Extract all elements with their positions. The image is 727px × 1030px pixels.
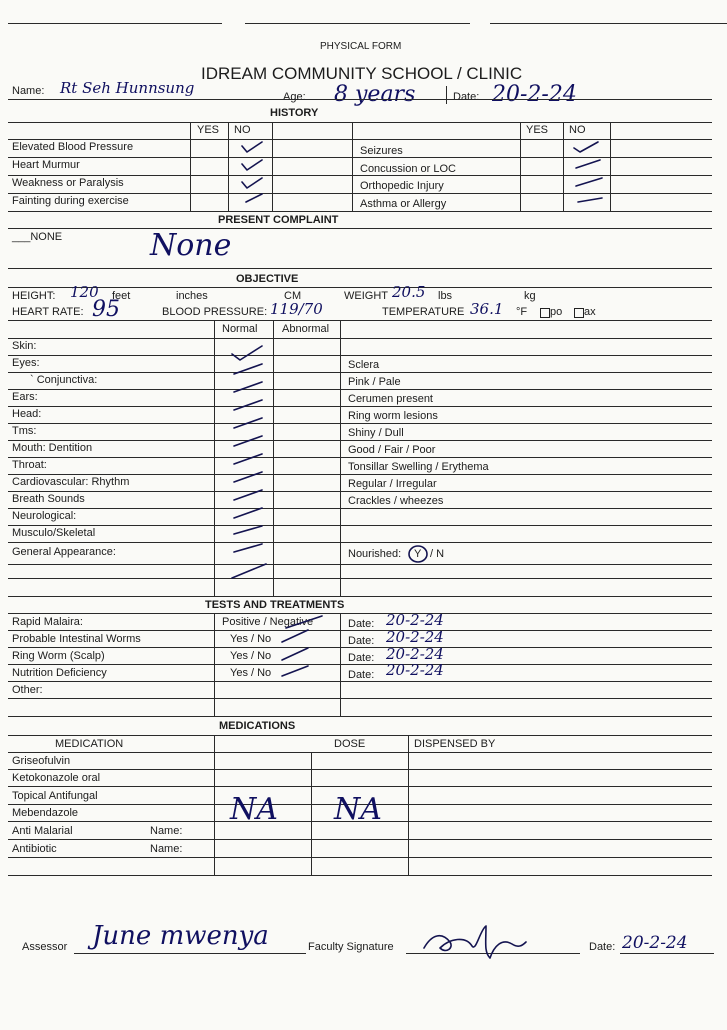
abnormal-col-header: Abnormal — [282, 323, 330, 335]
po-checkbox[interactable] — [540, 308, 550, 318]
heart-rate-value: 95 — [92, 297, 120, 322]
test-malaria: Rapid Malaira: — [12, 616, 83, 628]
test-ringworm-date: 20-2-24 — [386, 645, 444, 663]
history-item-fainting: Fainting during exercise — [12, 195, 129, 207]
exam-conjunctiva: ` Conjunctiva: — [30, 374, 98, 386]
finding-sclera: Sclera — [348, 359, 380, 371]
history-right-no-checks — [572, 138, 608, 208]
history-title: HISTORY — [270, 107, 319, 119]
nourished-yes: Y — [414, 548, 422, 560]
finding-dentition: Good / Fair / Poor — [348, 444, 436, 456]
inches-label: inches — [176, 290, 208, 302]
exam-head: Head: — [12, 408, 42, 420]
exam-mouth: Mouth: Dentition — [12, 442, 93, 454]
temperature-value: 36.1 — [470, 300, 504, 318]
test-worms-options: Yes / No — [230, 633, 272, 645]
med-anti-malarial: Anti Malarial — [12, 825, 73, 837]
top-rule-mid — [245, 23, 470, 24]
exam-neurological: Neurological: — [12, 510, 77, 522]
medications-title: MEDICATIONS — [219, 720, 296, 732]
weight-value: 20.5 — [392, 283, 426, 301]
objective-title: OBJECTIVE — [236, 273, 299, 285]
exam-ears: Ears: — [12, 391, 38, 403]
med-antibiotic-name-label: Name: — [150, 843, 183, 855]
col-dose: DOSE — [334, 738, 366, 750]
history-item-bp: Elevated Blood Pressure — [12, 141, 134, 153]
date-label: Date: — [453, 91, 480, 103]
assessor-label: Assessor — [22, 941, 68, 953]
temperature-label: TEMPERATURE — [382, 306, 465, 318]
ax-label: ax — [584, 306, 596, 318]
exam-breath-sounds: Breath Sounds — [12, 493, 85, 505]
cm-label: CM — [284, 290, 302, 302]
med-ketokonazole: Ketokonazole oral — [12, 772, 101, 784]
name-label: Name: — [12, 85, 45, 97]
history-yes-left: YES — [197, 124, 220, 136]
test-worms-date: 20-2-24 — [386, 628, 444, 646]
exam-cardiovascular: Cardiovascular: Rhythm — [12, 476, 130, 488]
tests-title: TESTS AND TREATMENTS — [205, 599, 345, 611]
history-item-asthma: Asthma or Allergy — [360, 198, 447, 210]
lbs-label: lbs — [438, 290, 453, 302]
medication-scribble: NA — [230, 792, 278, 827]
test-ringworm: Ring Worm (Scalp) — [12, 650, 105, 662]
blood-pressure-label: BLOOD PRESSURE: — [162, 306, 268, 318]
age-value: 8 years — [334, 82, 416, 107]
faculty-signature-label: Faculty Signature — [308, 941, 394, 953]
tests-negative-no-marks — [278, 612, 338, 684]
history-no-right: NO — [569, 124, 586, 136]
heart-rate-label: HEART RATE: — [12, 306, 84, 318]
date-value: 20-2-24 — [492, 82, 577, 107]
kg-label: kg — [524, 290, 536, 302]
normal-column-checks — [226, 340, 272, 585]
exam-skin: Skin: — [12, 340, 37, 352]
test-malaria-date: 20-2-24 — [386, 611, 444, 629]
exam-tms: Tms: — [12, 425, 37, 437]
assessor-signature: June mwenya — [92, 921, 269, 951]
blood-pressure-value: 119/70 — [270, 300, 323, 318]
history-item-concussion: Concussion or LOC — [360, 163, 456, 175]
test-other: Other: — [12, 684, 43, 696]
top-rule-left — [8, 23, 222, 24]
test-malaria-date-label: Date: — [348, 618, 375, 630]
test-ringworm-date-label: Date: — [348, 652, 375, 664]
ax-checkbox[interactable] — [574, 308, 584, 318]
exam-musculoskeletal: Musculo/Skeletal — [12, 527, 96, 539]
finding-crackles: Crackles / wheezes — [348, 495, 444, 507]
history-left-no-checks — [240, 140, 270, 210]
clinic-name: IDREAM COMMUNITY SCHOOL / CLINIC — [201, 64, 523, 83]
complaint-handwritten: None — [150, 228, 232, 263]
exam-general-appearance: General Appearance: — [12, 546, 116, 558]
test-ringworm-options: Yes / No — [230, 650, 272, 662]
po-label: po — [550, 306, 563, 318]
col-medication: MEDICATION — [55, 738, 124, 750]
finding-shiny-dull: Shiny / Dull — [348, 427, 404, 439]
faculty-signature-scribble — [420, 922, 530, 962]
finding-pink-pale: Pink / Pale — [348, 376, 401, 388]
test-nutrition-date: 20-2-24 — [386, 661, 444, 679]
finding-cerumen: Cerumen present — [348, 393, 433, 405]
age-label: Age: — [283, 91, 306, 103]
finding-ringworm: Ring worm lesions — [348, 410, 438, 422]
test-nutrition: Nutrition Deficiency — [12, 667, 107, 679]
complaint-printed: ___NONE — [12, 231, 63, 243]
signature-date-value: 20-2-24 — [622, 933, 688, 953]
test-nutrition-options: Yes / No — [230, 667, 272, 679]
dose-scribble: NA — [334, 792, 382, 827]
med-antibiotic: Antibiotic — [12, 843, 57, 855]
feet-label: feet — [112, 290, 131, 302]
nourished-label: Nourished: — [348, 548, 402, 560]
height-label: HEIGHT: — [12, 290, 56, 302]
test-nutrition-date-label: Date: — [348, 669, 375, 681]
nourished-yes-circle — [408, 544, 430, 564]
med-mebendazole: Mebendazole — [12, 807, 79, 819]
med-topical-antifungal: Topical Antifungal — [12, 790, 98, 802]
normal-col-header: Normal — [222, 323, 258, 335]
history-yes-right: YES — [526, 124, 549, 136]
history-item-seizures: Seizures — [360, 145, 403, 157]
med-anti-malarial-name-label: Name: — [150, 825, 183, 837]
history-item-orthopedic: Orthopedic Injury — [360, 180, 444, 192]
med-griseofulvin: Griseofulvin — [12, 755, 71, 767]
test-worms-date-label: Date: — [348, 635, 375, 647]
form-title: PHYSICAL FORM — [320, 41, 402, 52]
col-dispensed-by: DISPENSED BY — [414, 738, 496, 750]
weight-label: WEIGHT — [344, 290, 388, 302]
complaint-title: PRESENT COMPLAINT — [218, 214, 339, 226]
exam-throat: Throat: — [12, 459, 47, 471]
history-item-murmur: Heart Murmur — [12, 159, 80, 171]
temperature-unit: °F — [516, 306, 528, 318]
finding-rhythm: Regular / Irregular — [348, 478, 437, 490]
finding-tonsillar: Tonsillar Swelling / Erythema — [348, 461, 489, 473]
height-value: 120 — [70, 283, 99, 301]
name-value: Rt Seh Hunnsung — [60, 79, 195, 97]
top-rule-right — [490, 23, 727, 24]
signature-date-label: Date: — [589, 941, 616, 953]
test-worms: Probable Intestinal Worms — [12, 633, 141, 645]
test-malaria-options: Positive / Negative — [222, 616, 314, 628]
exam-eyes: Eyes: — [12, 357, 40, 369]
nourished-no: / N — [430, 548, 445, 560]
history-no-left: NO — [234, 124, 251, 136]
history-item-weakness: Weakness or Paralysis — [12, 177, 124, 189]
